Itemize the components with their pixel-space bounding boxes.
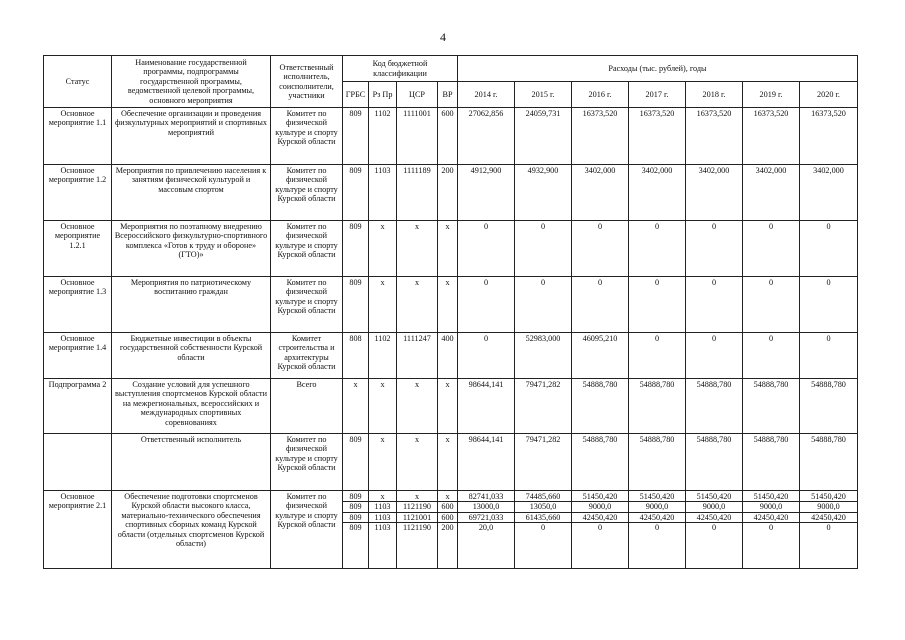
cell-rzpr-line: 1103: [369, 501, 396, 511]
cell-grbs: 809: [343, 165, 369, 221]
header-vr: ВР: [438, 82, 458, 108]
cell-rzpr: [369, 491, 397, 569]
cell-grbs: 809: [343, 108, 369, 165]
cell-vr-line: 600: [438, 501, 457, 511]
header-rzpr: Рз Пр: [369, 82, 397, 108]
cell-grbs: 808: [343, 333, 369, 379]
table-row: [44, 333, 858, 379]
cell-value: [800, 491, 858, 569]
cell-vr-line: х: [445, 492, 450, 501]
cell-executor: Комитет по физической культуре и спорту Курской области: [271, 277, 343, 333]
cell-value: 0: [458, 333, 515, 379]
cell-value: 46095,210: [572, 333, 629, 379]
header-year: 2015 г.: [515, 82, 572, 108]
cell-value: 79471,282: [515, 379, 572, 434]
cell-csr: х: [397, 221, 438, 277]
cell-value-line: 13000,0: [458, 501, 514, 511]
cell-executor: Комитет по физической культуре и спорту Курской области: [271, 491, 343, 569]
cell-value: 0: [743, 333, 800, 379]
cell-value: 3402,000: [743, 165, 800, 221]
cell-value-line: 0: [800, 522, 857, 532]
cell-csr: х: [397, 379, 438, 434]
cell-name: Бюджетные инвестиции в объекты государственной собственности Курской области: [112, 333, 271, 379]
cell-csr-line: х: [414, 492, 420, 501]
cell-vr: х: [438, 379, 458, 434]
cell-value: 0: [458, 221, 515, 277]
header-year: 2018 г.: [686, 82, 743, 108]
cell-value: 0: [572, 277, 629, 333]
cell-value-line: 0: [572, 522, 628, 532]
cell-value: 79471,282: [515, 434, 572, 491]
cell-grbs: [343, 491, 369, 569]
cell-value: 16373,520: [686, 108, 743, 165]
cell-csr-line: 1121190: [397, 522, 437, 532]
header-status: Статус: [44, 56, 112, 108]
cell-value: 0: [515, 221, 572, 277]
cell-value-line: 0: [629, 522, 685, 532]
cell-value: 98644,141: [458, 379, 515, 434]
cell-csr: 1111247: [397, 333, 438, 379]
table-row: [44, 108, 858, 165]
cell-name: Обеспечение организации и проведения физкультурных мероприятий и спортивных мероприятий: [112, 108, 271, 165]
cell-value: 0: [743, 221, 800, 277]
cell-executor: Комитет по физической культуре и спорту Курской области: [271, 165, 343, 221]
cell-rzpr: 1102: [369, 108, 397, 165]
cell-status: Основное мероприятие 2.1: [44, 491, 112, 569]
cell-value: [686, 491, 743, 569]
cell-vr: х: [438, 277, 458, 333]
cell-value: 0: [629, 277, 686, 333]
table-row: [44, 221, 858, 277]
cell-vr-line: 200: [438, 522, 457, 532]
cell-executor: Всего: [271, 379, 343, 434]
cell-grbs: х: [343, 379, 369, 434]
cell-csr: х: [397, 434, 438, 491]
cell-grbs-line: 809: [343, 501, 368, 511]
cell-value: 98644,141: [458, 434, 515, 491]
cell-value: 54888,780: [686, 379, 743, 434]
cell-value: 16373,520: [629, 108, 686, 165]
page-number: 4: [440, 30, 446, 44]
cell-value: 0: [458, 277, 515, 333]
cell-value: [743, 491, 800, 569]
cell-value: 0: [800, 277, 858, 333]
cell-csr-line: 1121190: [397, 501, 437, 511]
cell-value: 0: [515, 277, 572, 333]
header-year: 2014 г.: [458, 82, 515, 108]
cell-value-line: 42450,420: [800, 512, 857, 522]
cell-value: 0: [629, 221, 686, 277]
cell-csr: 1111189: [397, 165, 438, 221]
header-year: 2019 г.: [743, 82, 800, 108]
cell-name: Ответственный исполнитель: [112, 434, 271, 491]
cell-vr: 600: [438, 108, 458, 165]
cell-value: 54888,780: [629, 379, 686, 434]
table-row: [44, 434, 858, 491]
cell-value: 54888,780: [800, 434, 858, 491]
header-executor: Ответственный исполнитель, соисполнители, участники: [271, 56, 343, 108]
table-row: [44, 165, 858, 221]
cell-value: 54888,780: [743, 434, 800, 491]
cell-rzpr-line: 1103: [369, 512, 396, 522]
cell-csr-line: 1121001: [397, 512, 437, 522]
cell-vr: 200: [438, 165, 458, 221]
header-year: 2016 г.: [572, 82, 629, 108]
cell-value: 54888,780: [686, 434, 743, 491]
cell-rzpr: 1102: [369, 333, 397, 379]
cell-value-line: 42450,420: [686, 512, 742, 522]
cell-value: 54888,780: [629, 434, 686, 491]
cell-value: 27062,856: [458, 108, 515, 165]
cell-vr-line: 600: [438, 512, 457, 522]
cell-value-line: 9000,0: [743, 501, 799, 511]
cell-value: 0: [686, 277, 743, 333]
cell-grbs: 809: [343, 277, 369, 333]
cell-value-line: 9000,0: [686, 501, 742, 511]
cell-grbs: 809: [343, 434, 369, 491]
cell-value: [515, 491, 572, 569]
cell-status: Основное мероприятие 1.3: [44, 277, 112, 333]
cell-rzpr: х: [369, 379, 397, 434]
cell-value-line: 0: [743, 522, 799, 532]
cell-value: 54888,780: [572, 434, 629, 491]
cell-rzpr: х: [369, 277, 397, 333]
cell-value: [572, 491, 629, 569]
cell-executor: Комитет по физической культуре и спорту Курской области: [271, 434, 343, 491]
cell-name: Обеспечение подготовки спортсменов Курской области высокого класса, материально-технического обеспечения спортивных сборных команд Курской области (отдельных спортсменов Курской области): [112, 491, 271, 569]
cell-rzpr-line: 1103: [369, 522, 396, 532]
cell-value-line: 74485,660: [525, 492, 561, 501]
cell-grbs-line: 809: [349, 492, 362, 501]
cell-value: 52983,000: [515, 333, 572, 379]
header-name: Наименование государственной программы, подпрограммы государственной программы, ведомственной целевой программы, основного мероприятия: [112, 56, 271, 108]
cell-value: 4932,900: [515, 165, 572, 221]
cell-executor: Комитет строительства и архитектуры Курской области: [271, 333, 343, 379]
cell-value-line: 51450,420: [811, 492, 846, 501]
table-row: [44, 277, 858, 333]
cell-value: 54888,780: [572, 379, 629, 434]
cell-value-line: 0: [515, 522, 571, 532]
header-budget-code: Код бюджетной классификации: [343, 56, 458, 82]
cell-grbs: 809: [343, 221, 369, 277]
cell-grbs-line: 809: [343, 522, 368, 532]
cell-value-line: 51450,420: [696, 492, 732, 501]
cell-value-line: 82741,033: [468, 492, 504, 501]
table-row: [44, 491, 858, 569]
cell-status: Основное мероприятие 1.2.1: [44, 221, 112, 277]
cell-value-line: 42450,420: [743, 512, 799, 522]
budget-table: [43, 55, 858, 569]
cell-value-line: 9000,0: [572, 501, 628, 511]
cell-value: 54888,780: [800, 379, 858, 434]
cell-value: 0: [572, 221, 629, 277]
cell-name: Создание условий для успешного выступления спортсменов Курской области на межрегиональных, всероссийских и международных спортивных соревнованиях: [112, 379, 271, 434]
cell-value: 0: [743, 277, 800, 333]
cell-value: 54888,780: [743, 379, 800, 434]
cell-status: Основное мероприятие 1.1: [44, 108, 112, 165]
cell-value-line: 42450,420: [572, 512, 628, 522]
cell-status: Основное мероприятие 1.2: [44, 165, 112, 221]
cell-rzpr: 1103: [369, 165, 397, 221]
cell-vr: 400: [438, 333, 458, 379]
cell-value: [458, 491, 515, 569]
cell-value: 0: [686, 221, 743, 277]
cell-value-line: 13050,0: [515, 501, 571, 511]
cell-value-line: 51450,420: [639, 492, 675, 501]
cell-value: 16373,520: [743, 108, 800, 165]
header-grbs: ГРБС: [343, 82, 369, 108]
cell-vr: х: [438, 434, 458, 491]
cell-value-line: 69721,033: [458, 512, 514, 522]
cell-csr: 1111001: [397, 108, 438, 165]
header-expenses: Расходы (тыс. рублей), годы: [458, 56, 858, 82]
cell-vr: [438, 491, 458, 569]
cell-csr: [397, 491, 438, 569]
cell-executor: Комитет по физической культуре и спорту Курской области: [271, 221, 343, 277]
header-csr: ЦСР: [397, 82, 438, 108]
cell-rzpr: х: [369, 221, 397, 277]
cell-value-line: 9000,0: [629, 501, 685, 511]
cell-value: 3402,000: [686, 165, 743, 221]
cell-value: 3402,000: [800, 165, 858, 221]
header-year: 2017 г.: [629, 82, 686, 108]
cell-value: 3402,000: [572, 165, 629, 221]
cell-vr: х: [438, 221, 458, 277]
table-row: [44, 379, 858, 434]
cell-value: 0: [686, 333, 743, 379]
cell-name: Мероприятия по привлечению населения к занятиям физической культурой и массовым спортом: [112, 165, 271, 221]
cell-value-line: 20,0: [458, 522, 514, 532]
cell-value: [629, 491, 686, 569]
cell-rzpr-line: х: [380, 492, 385, 501]
cell-status: [44, 434, 112, 491]
cell-status: Подпрограмма 2: [44, 379, 112, 434]
header-year: 2020 г.: [800, 82, 858, 108]
cell-rzpr: х: [369, 434, 397, 491]
cell-name: Мероприятия по поэтапному внедрению Всероссийского физкультурно-спортивного комплекса «Готов к труду и обороне» (ГТО)»: [112, 221, 271, 277]
cell-value: 16373,520: [572, 108, 629, 165]
cell-csr: х: [397, 277, 438, 333]
cell-value: 24059,731: [515, 108, 572, 165]
cell-value-line: 61435,660: [515, 512, 571, 522]
cell-value-line: 51450,420: [753, 492, 789, 501]
cell-executor: Комитет по физической культуре и спорту Курской области: [271, 108, 343, 165]
cell-status: Основное мероприятие 1.4: [44, 333, 112, 379]
cell-value: 4912,900: [458, 165, 515, 221]
cell-value: 0: [629, 333, 686, 379]
cell-value-line: 9000,0: [800, 501, 857, 511]
cell-name: Мероприятия по патриотическому воспитанию граждан: [112, 277, 271, 333]
cell-value-line: 42450,420: [629, 512, 685, 522]
cell-value: 16373,520: [800, 108, 858, 165]
cell-value-line: 51450,420: [582, 492, 618, 501]
cell-value: 0: [800, 333, 858, 379]
cell-value-line: 0: [686, 522, 742, 532]
cell-grbs-line: 809: [343, 512, 368, 522]
cell-value: 3402,000: [629, 165, 686, 221]
cell-value: 0: [800, 221, 858, 277]
